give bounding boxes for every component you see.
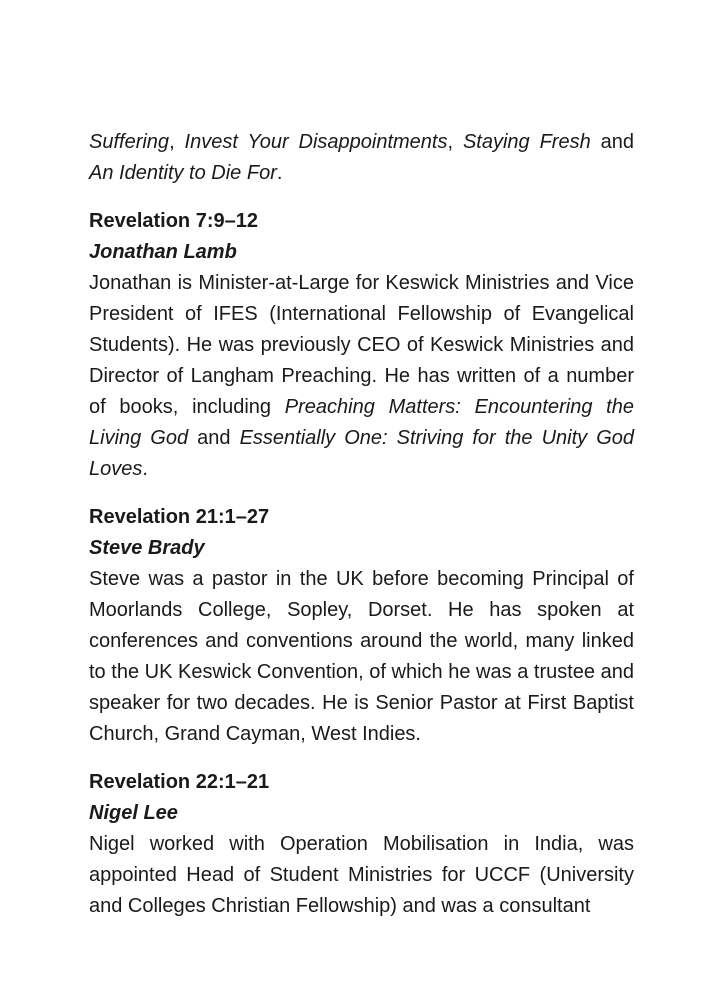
speaker-name: Steve Brady [89,537,205,559]
book-title: Essentially One: Striving for the Unity God Loves [89,427,635,480]
speaker-name: Nigel Lee [89,802,178,824]
intro-text: , [169,131,185,153]
speaker-bio [89,564,634,750]
speaker-name: Jonathan Lamb [89,241,237,263]
intro-text: An Identity to Die For [89,162,277,184]
bio-text: and [188,427,240,449]
bio-text: Nigel worked with Operation Mobilisation in India, was appointed Head of Student Ministries for UCCF (University and Colleges Christian Fellowship) and was a consultant [89,833,634,917]
section-heading: Revelation 7:9–12 [89,210,258,232]
intro-text: , [447,131,463,153]
page-content [89,127,634,922]
book-title: Preaching Matters: Encountering the Living God [89,396,634,449]
intro-text: Invest Your Disappointments [184,131,448,153]
bio-text: Steve was a pastor in the UK before becoming Principal of Moorlands College, Sopley, Dorset. He has spoken at conferences and conventions around the world, many linked to the UK Keswick Convention, of which he was a trustee and speaker for two decades. He is Senior Pastor at First Baptist Church, Grand Cayman, West Indies. [89,568,634,745]
section-revelation-21 [89,502,634,750]
intro-paragraph [89,127,634,189]
section-heading: Revelation 22:1–21 [89,771,270,793]
intro-text: Staying Fresh [462,131,591,153]
bio-text: Jonathan is Minister-at-Large for Keswick Ministries and Vice President of IFES (International Fellowship of Evangelical Students). He was previously CEO of Keswick Ministries and Director of Langham Preaching. He has written of a number of books, including [89,272,634,418]
section-revelation-7 [89,206,634,485]
speaker-bio [89,268,634,485]
intro-text: . [276,162,283,184]
intro-text: and [590,131,635,153]
speaker-bio [89,829,634,922]
section-revelation-22 [89,767,634,922]
section-heading: Revelation 21:1–27 [89,506,270,528]
intro-text: Suffering [89,131,170,153]
bio-text: . [142,458,148,480]
